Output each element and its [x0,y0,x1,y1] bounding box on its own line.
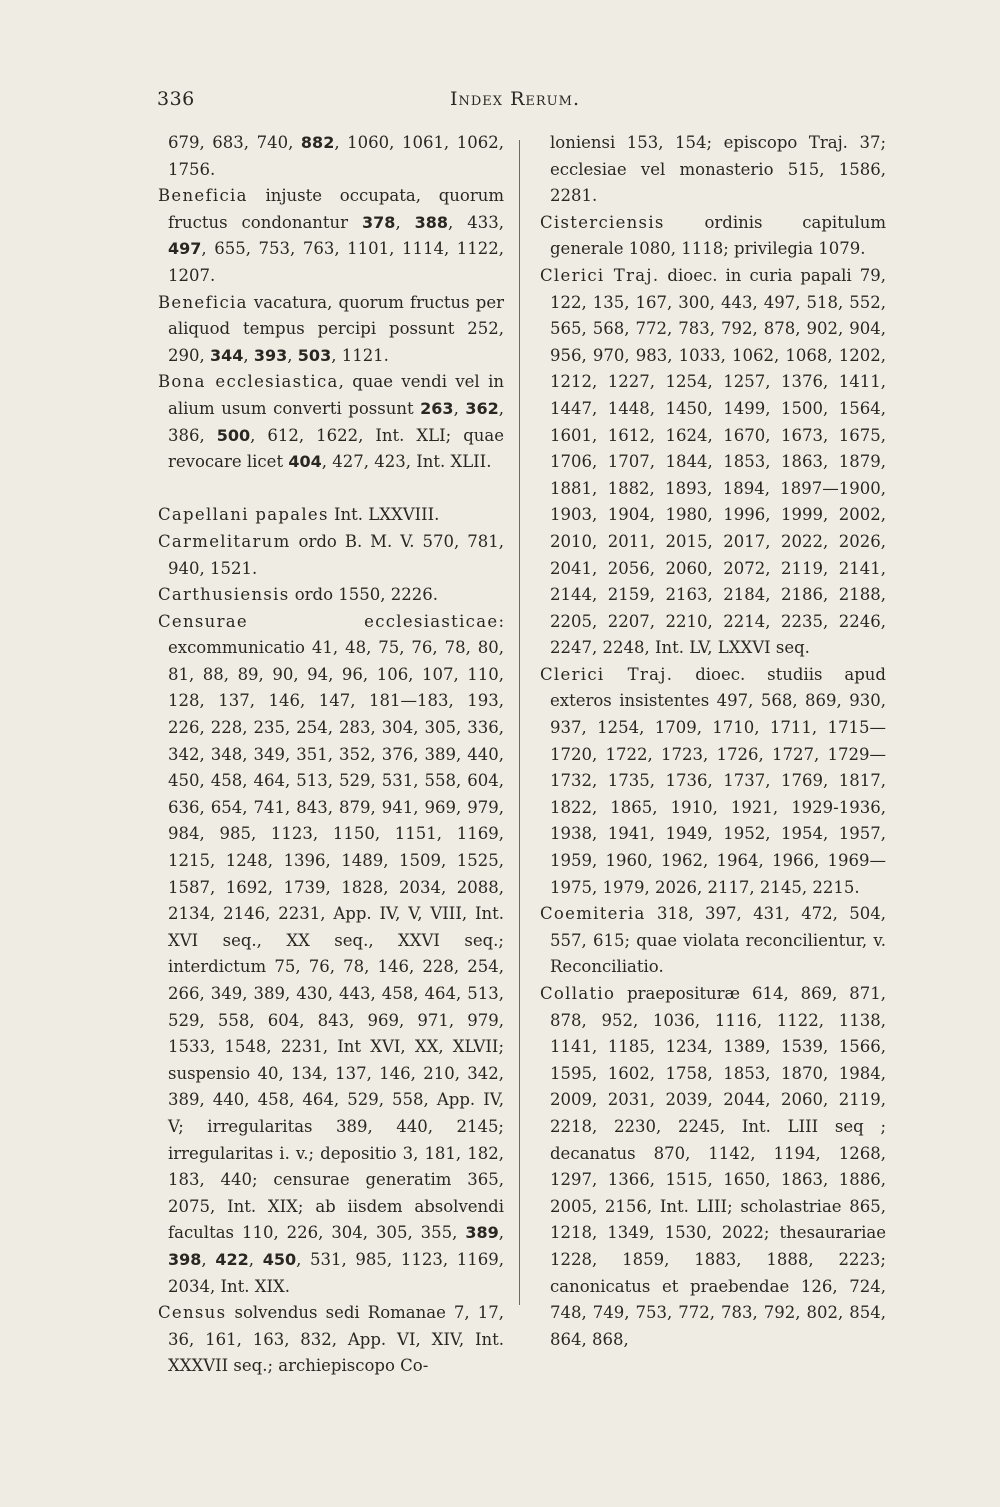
index-entry-carthusiensis: Carthusiensis ordo 1550, 2226. [158,585,439,605]
index-entry-collatio: Collatio praeposituræ 614, 869, 871, 878, 952, 1036, 1116, 1122, 1138, 1141, 1185, 1234, 1389, 1539, 1566, 1595, 1602, 1758, 1853, 1870, 1984, 2009, 2031, 2039, 2044, 2060, 2119, 2218, 2230, 2245, Int. LIII seq ; decanatus 870, 1142, 1194, 1268, 1297, 1366, 1515, 1650, 1863, 1886, 2005, 2156, Int. LIII; scholastriae 865, 1218, 1349, 1530, 2022; thesaurariae 1228, 1859, 1883, 1888, 2223; canonicatus et praebendae 126, 724, 748, 749, 753, 772, 783, 792, 802, 854, 864, 868, [540,984,886,1349]
index-entry-census: Census solvendus sedi Romanae 7, 17, 36, 161, 163, 832, App. VI, XIV, Int. XXXVII seq.; archiepiscopo Co- [158,1303,504,1376]
entry-gap [158,476,504,503]
right-column [540,130,886,1353]
index-entry-capellani: Capellani papales Int. LXXVIII. [158,505,440,525]
index-entry-cisterciensis: Cisterciensis ordinis capitulum generale 1080, 1118; privilegia 1079. [540,212,886,259]
index-entry-beneficia-injuste: Beneficia injuste occupata, quorum fructus condonantur 378, 388, 433, 497, 655, 753, 763, 1101, 1114, 1122, 1207. [158,186,504,285]
running-title: Index Rerum. [450,88,580,110]
left-column [158,130,504,1380]
index-entry-coemiteria: Coemiteria 318, 397, 431, 472, 504, 557, 615; quae violata reconcilientur, v. Reconciliatio. [540,904,886,977]
page-number: 336 [157,88,195,110]
index-entry-cont-prev: 679, 683, 740, 882, 1060, 1061, 1062, 1756. [168,133,504,179]
index-entry-censurae: Censurae ecclesiasticae: excommunicatio 41, 48, 75, 76, 78, 80, 81, 88, 89, 90, 94, 96, 106, 107, 110, 128, 137, 146, 147, 181—183, 193, 226, 228, 235, 254, 283, 304, 305, 336, 342, 348, 349, 351, 352, 376, 389, 440, 450, 458, 464, 513, 529, 531, 558, 604, 636, 654, 741, 843, 879, 941, 969, 979, 984, 985, 1123, 1150, 1151, 1169, 1215, 1248, 1396, 1489, 1509, 1525, 1587, 1692, 1739, 1828, 2034, 2088, 2134, 2146, 2231, App. IV, V, VIII, Int. XVI seq., XX seq., XXVI seq.; interdictum 75, 76, 78, 146, 228, 254, 266, 349, 389, 430, 443, 458, 464, 513, 529, 558, 604, 843, 969, 971, 979, 1533, 1548, 2231, Int XVI, XX, XLVII; suspensio 40, 134, 137, 146, 210, 342, 389, 440, 458, 464, 529, 558, App. IV, V; irregularitas 389, 440, 2145; irregularitas i. v.; depositio 3, 181, 182, 183, 440; censurae generatim 365, 2075, Int. XIX; ab iisdem absolvendi facultas 110, 226, 304, 305, 355, 389, 398, 422, 450, 531, 985, 1123, 1169, 2034, Int. XIX. [158,611,504,1296]
index-entry-bona-ecclesiastica: Bona ecclesiastica, quae vendi vel in alium usum converti possunt 263, 362, 386, 500, 612, 1622, Int. XLI; quae revocare licet 404, 427, 423, Int. XLII. [158,372,504,472]
column-rule [519,140,520,1305]
index-entry-clerici-studiis: Clerici Traj. dioec. studiis apud exteros insistentes 497, 568, 869, 930, 937, 1254, 1709, 1710, 1711, 1715—1720, 1722, 1723, 1726, 1727, 1729—1732, 1735, 1736, 1737, 1769, 1817, 1822, 1865, 1910, 1921, 1929-1936, 1938, 1941, 1949, 1952, 1954, 1957, 1959, 1960, 1962, 1964, 1966, 1969—1975, 1979, 2026, 2117, 2145, 2215. [540,664,886,897]
index-entry-census-cont: loniensi 153, 154; episcopo Traj. 37; ecclesiae vel monasterio 515, 1586, 2281. [550,133,886,206]
index-entry-clerici-curia: Clerici Traj. dioec. in curia papali 79, 122, 135, 167, 300, 443, 497, 518, 552, 565, 568, 772, 783, 792, 878, 902, 904, 956, 970, 983, 1033, 1062, 1068, 1202, 1212, 1227, 1254, 1257, 1376, 1411, 1447, 1448, 1450, 1499, 1500, 1564, 1601, 1612, 1624, 1670, 1673, 1675, 1706, 1707, 1844, 1853, 1863, 1879, 1881, 1882, 1893, 1894, 1897—1900, 1903, 1904, 1980, 1996, 1999, 2002, 2010, 2011, 2015, 2017, 2022, 2026, 2041, 2056, 2060, 2072, 2119, 2141, 2144, 2159, 2163, 2184, 2186, 2188, 2205, 2207, 2210, 2214, 2235, 2246, 2247, 2248, Int. LV, LXXVI seq. [540,265,886,658]
index-entry-carmelitarum: Carmelitarum ordo B. M. V. 570, 781, 940, 1521. [158,531,504,578]
index-entry-beneficia-vacatura: Beneficia vacatura, quorum fructus per aliquod tempus percipi possunt 252, 290, 344, 393, 503, 1121. [158,292,504,365]
